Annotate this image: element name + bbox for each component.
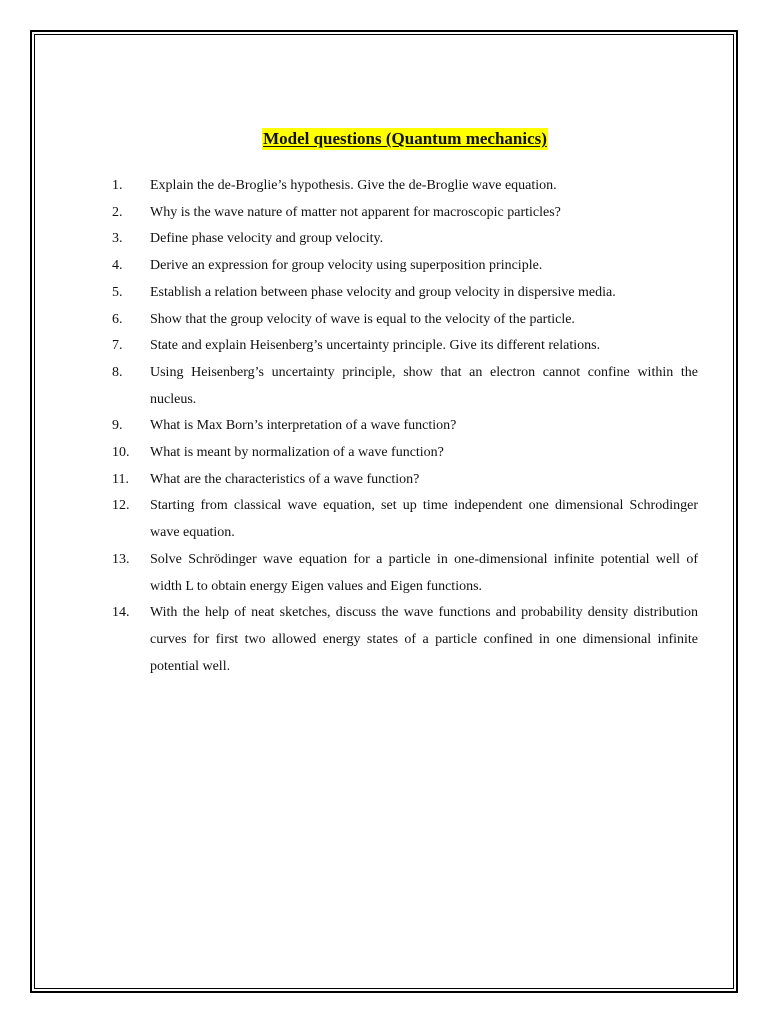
question-number: 1.	[112, 178, 123, 193]
title-container	[0, 128, 768, 150]
question-item	[112, 467, 698, 494]
question-number: 10.	[112, 445, 130, 461]
question-number: 6.	[112, 311, 123, 327]
question-item	[112, 173, 698, 200]
question-text: Why is the wave nature of matter not apparent for macroscopic particles?	[150, 204, 561, 220]
question-text: Show that the group velocity of wave is equal to the velocity of the particle.	[150, 311, 575, 327]
question-text: What is Max Born’s interpretation of a wave function?	[150, 418, 457, 434]
question-text: Using Heisenberg’s uncertainty principle, show that an electron cannot confine within the nucleus.	[150, 364, 698, 407]
question-number: 14.	[112, 605, 130, 621]
question-number: 4.	[112, 258, 123, 274]
question-number: 2.	[112, 204, 123, 220]
question-text: State and explain Heisenberg’s uncertainty principle. Give its different relations.	[150, 338, 601, 354]
question-item	[112, 280, 698, 307]
question-list	[112, 173, 698, 680]
question-item	[112, 440, 698, 467]
question-item	[112, 253, 698, 280]
page-title: Model questions (Quantum mechanics)	[263, 129, 547, 148]
question-text: Explain the de-Broglie’s hypothesis. Give the de-Broglie wave equation.	[150, 178, 557, 193]
question-item	[112, 333, 698, 360]
question-number: 13.	[112, 551, 130, 567]
question-item	[112, 360, 698, 413]
question-text: Define phase velocity and group velocity.	[150, 231, 384, 247]
question-text: Starting from classical wave equation, set up time independent one dimensional Schrodinger wave equation.	[150, 498, 698, 541]
question-number: 8.	[112, 364, 123, 380]
question-number: 9.	[112, 418, 123, 434]
question-number: 3.	[112, 231, 123, 247]
question-item	[112, 226, 698, 253]
question-text: Derive an expression for group velocity using superposition principle.	[150, 258, 543, 274]
question-text: What is meant by normalization of a wave function?	[150, 445, 444, 461]
question-text: Solve Schrödinger wave equation for a particle in one-dimensional infinite potential well of width L to obtain energy Eigen values and Eigen functions.	[150, 551, 698, 594]
question-item	[112, 200, 698, 227]
question-number: 11.	[112, 471, 129, 487]
question-text: What are the characteristics of a wave function?	[150, 471, 420, 487]
question-item	[112, 493, 698, 546]
question-item	[112, 547, 698, 600]
question-text: Establish a relation between phase velocity and group velocity in dispersive media.	[150, 284, 616, 300]
question-number: 5.	[112, 284, 123, 300]
question-item	[112, 307, 698, 334]
question-number: 7.	[112, 338, 123, 354]
question-number: 12.	[112, 498, 130, 514]
question-item	[112, 413, 698, 440]
question-item	[112, 600, 698, 680]
question-text: With the help of neat sketches, discuss the wave functions and probability density distribution curves for first two allowed energy states of a particle confined in one dimensional infinite potential well.	[150, 605, 698, 674]
